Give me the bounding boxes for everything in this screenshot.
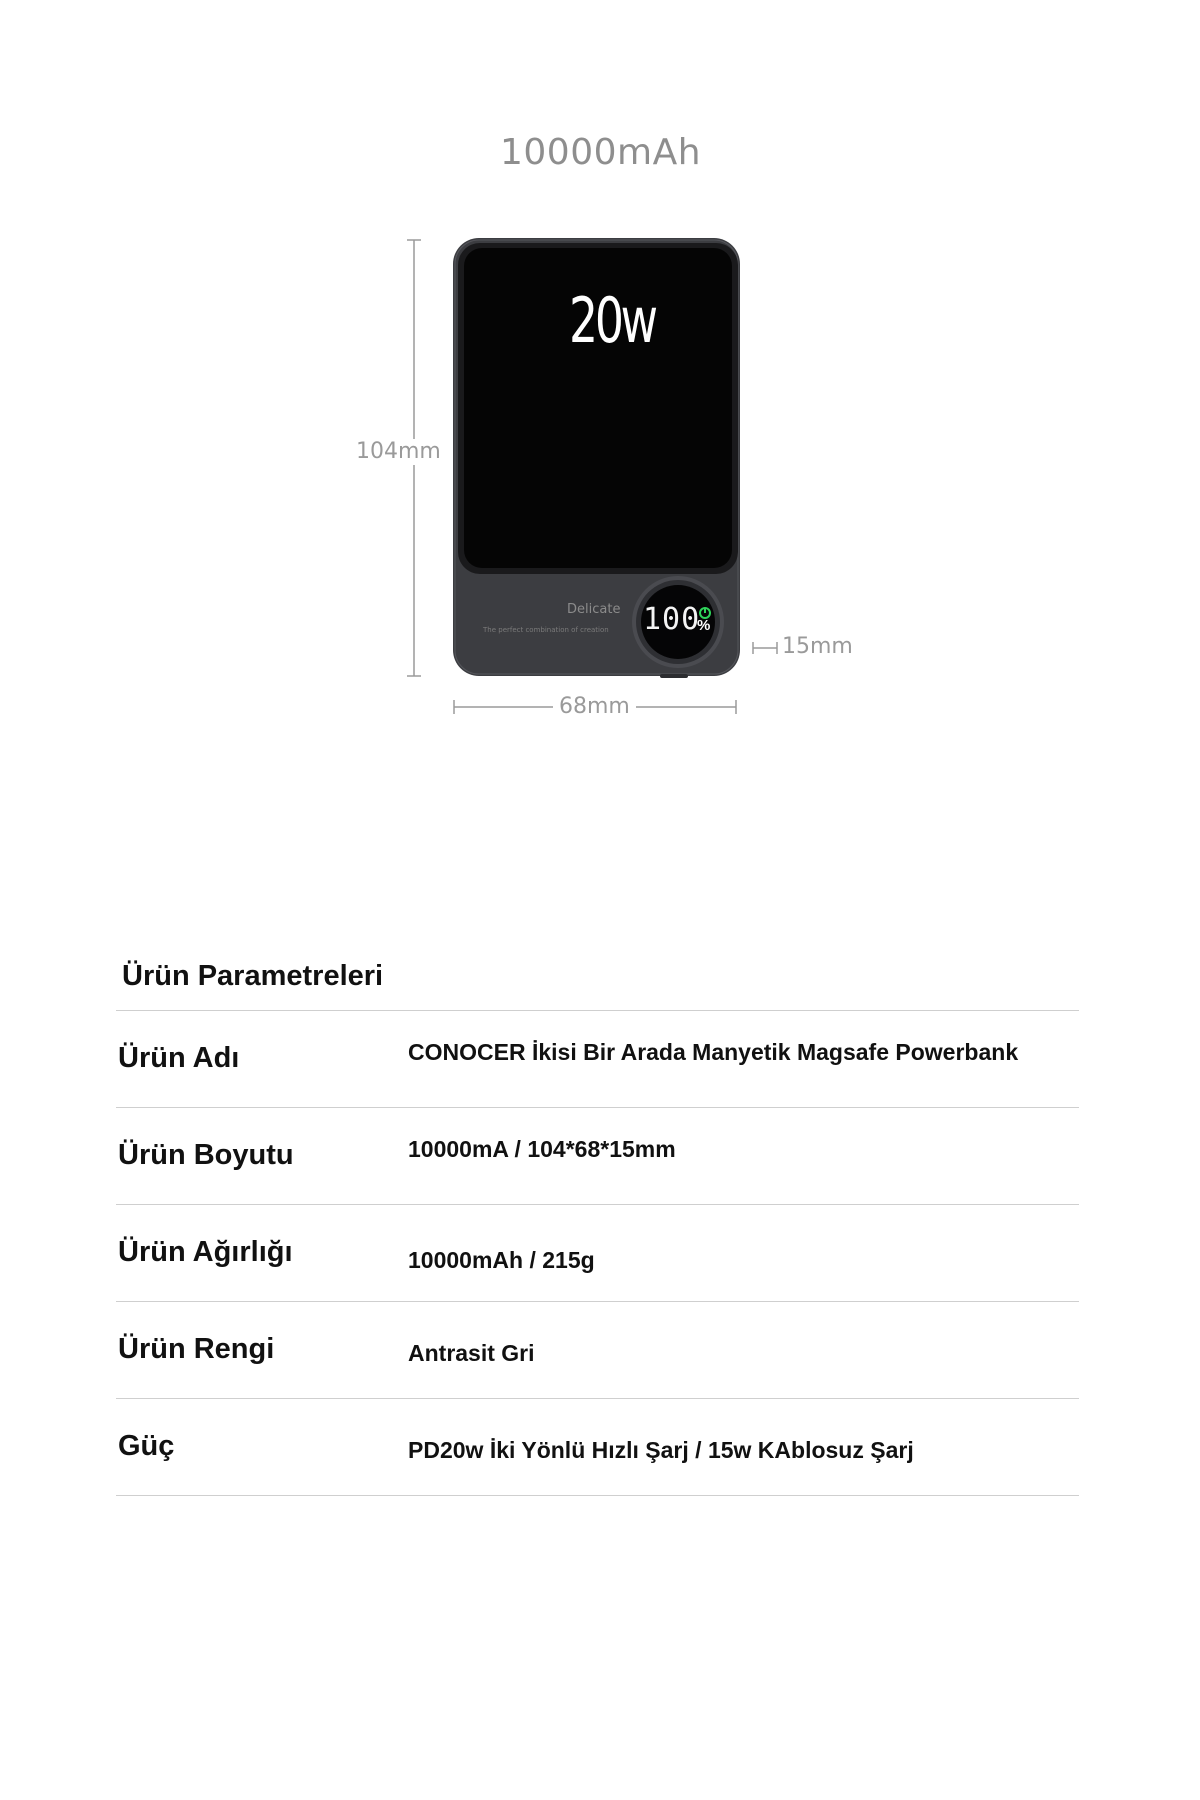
wattage-display: 20w [569, 284, 655, 357]
height-label: 104mm [356, 439, 441, 464]
param-value: PD20w İki Yönlü Hızlı Şarj / 15w KAblosuz Şarj [408, 1437, 914, 1463]
param-row-weight [116, 1204, 1079, 1301]
width-label: 68mm [553, 696, 636, 718]
brand-text: Delicate [567, 602, 621, 617]
param-value: Antrasit Gri [408, 1340, 535, 1366]
powerbank-illustration [0, 0, 1200, 760]
param-row-color [116, 1301, 1079, 1398]
param-label: Ürün Rengi [118, 1333, 275, 1365]
capacity-title: 10000mAh [500, 132, 702, 173]
param-value: 10000mA / 104*68*15mm [408, 1136, 676, 1162]
param-value: 10000mAh / 215g [408, 1247, 595, 1273]
lcd-percent: % [697, 617, 711, 634]
params-table [116, 1010, 1079, 1496]
usb-port [660, 674, 688, 678]
param-label: Ürün Boyutu [118, 1139, 294, 1171]
param-row-power [116, 1398, 1079, 1496]
param-value: CONOCER İkisi Bir Arada Manyetik Magsafe Powerbank [408, 1039, 1019, 1065]
param-label: Ürün Ağırlığı [118, 1236, 293, 1268]
params-title: Ürün Parametreleri [122, 960, 384, 992]
depth-label: 15mm [782, 634, 853, 659]
param-label: Güç [118, 1430, 175, 1462]
lcd-digits: 100 [643, 602, 701, 637]
param-row-size [116, 1107, 1079, 1204]
param-row-name [116, 1010, 1079, 1107]
tagline-text: The perfect combination of creation [483, 626, 609, 634]
param-label: Ürün Adı [118, 1042, 240, 1074]
depth-dimension-line [753, 642, 777, 654]
